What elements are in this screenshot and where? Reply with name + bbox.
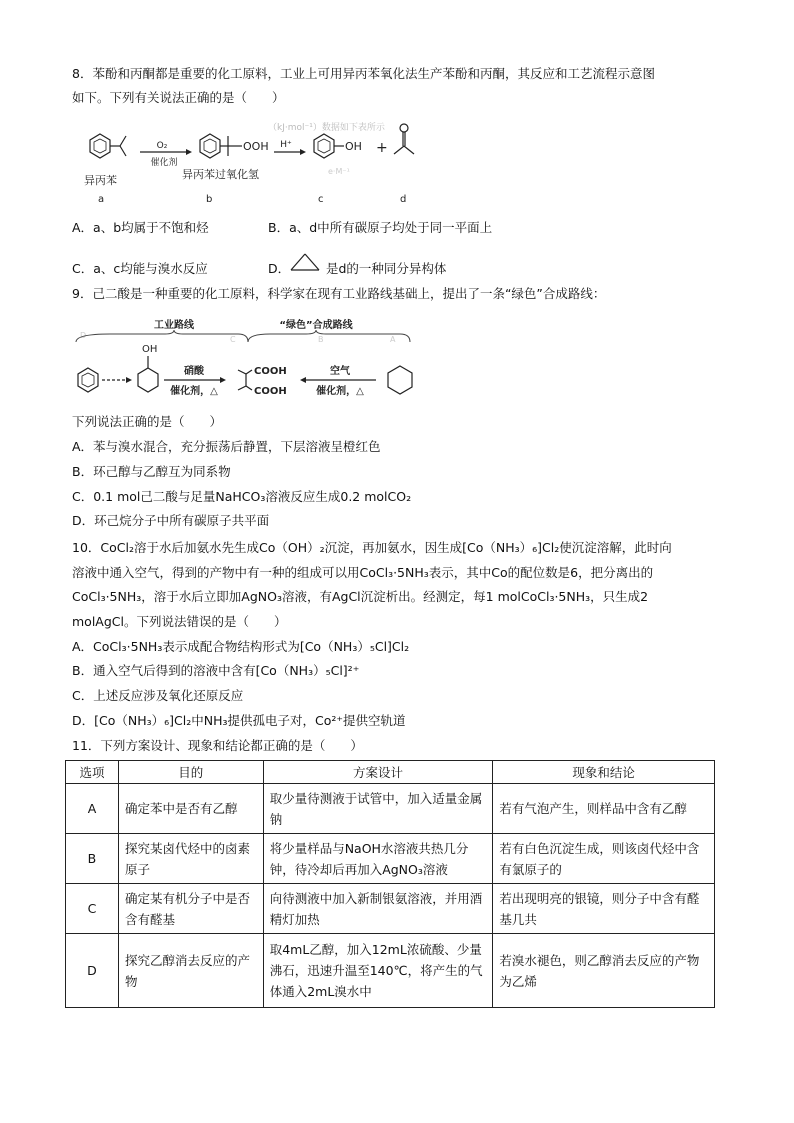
cyclohexane-structure — [388, 366, 412, 394]
q8-option-d-suffix: 是d的一种同分异构体 — [326, 261, 447, 276]
q9-option-b: B．环己醇与乙醇互为同系物 — [72, 464, 231, 479]
green-route-label: “绿色”合成路线 — [279, 320, 353, 331]
table-row — [66, 934, 715, 1008]
row-result: 若出现明亮的银镜，则分子中含有醛基几共 — [493, 884, 715, 934]
row-result: 若有白色沉淀生成，则该卤代烃中含有氯原子的 — [493, 834, 715, 884]
table-row — [66, 884, 715, 934]
ooh-group: OOH — [243, 140, 269, 153]
q9-option-d: D．环己烷分子中所有碳原子共平面 — [72, 513, 270, 528]
row-design: 将少量样品与NaOH水溶液共热几分钟，待冷却后再加入AgNO₃溶液 — [263, 834, 493, 884]
row-option: D — [66, 934, 119, 1008]
q8-option-a: A．a、b均属于不饱和烃 — [72, 220, 209, 235]
cyclohexanol-oh: OH — [142, 344, 158, 355]
svg-text:e·M⁻¹: e·M⁻¹ — [328, 167, 350, 176]
cooh-bottom: COOH — [254, 386, 287, 397]
letter-d: d — [400, 194, 407, 205]
header-purpose: 目的 — [118, 761, 263, 784]
air-reagent: 空气 — [330, 366, 350, 377]
row-option: B — [66, 834, 119, 884]
table-row — [66, 784, 715, 834]
row-purpose: 确定某有机分子中是否含有醛基 — [118, 884, 263, 934]
cumene-structure — [90, 134, 126, 158]
label-cumene-hydroperoxide: 异丙苯过氧化氢 — [182, 168, 259, 181]
table-row — [66, 834, 715, 884]
catalyst-heat-reagent-1: 催化剂，△ — [170, 386, 218, 397]
row-purpose: 确定苯中是否有乙醇 — [118, 784, 263, 834]
row-purpose: 探究乙醇消去反应的产物 — [118, 934, 263, 1008]
q10-option-d: D．[Co（NH₃）₆]Cl₂中NH₃提供孤电子对，Co²⁺提供空轨道 — [72, 713, 406, 728]
svg-text:A: A — [390, 335, 396, 344]
svg-text:（kJ·mol⁻¹）数据如下表所示: （kJ·mol⁻¹）数据如下表所示 — [268, 123, 385, 133]
svg-text:C: C — [230, 335, 236, 344]
row-option: C — [66, 884, 119, 934]
letter-c: c — [318, 194, 324, 205]
h-plus-reagent: H⁺ — [280, 140, 292, 150]
q8-option-c: C．a、c均能与溴水反应 — [72, 261, 208, 276]
q10-option-a: A．CoCl₃·5NH₃表示成配合物结构形式为[Co（NH₃）₅Cl]Cl₂ — [72, 639, 410, 654]
acetone-structure — [394, 124, 414, 154]
q11-stem: 11．下列方案设计、现象和结论都正确的是（ ） — [72, 738, 363, 753]
cooh-top: COOH — [254, 366, 287, 377]
row-design: 取少量待测液于试管中，加入适量金属钠 — [263, 784, 493, 834]
header-option: 选项 — [66, 761, 119, 784]
q10-option-c: C．上述反应涉及氧化还原反应 — [72, 688, 244, 703]
catalyst-heat-reagent-2: 催化剂，△ — [316, 386, 364, 397]
table-header-row — [66, 761, 715, 784]
plus-sign: + — [376, 140, 388, 156]
q8-reaction-scheme — [78, 112, 438, 210]
q9-option-c: C．0.1 mol己二酸与足量NaHCO₃溶液反应生成0.2 molCO₂ — [72, 489, 412, 504]
benzene-structure — [78, 368, 98, 392]
oh-group: OH — [345, 140, 362, 153]
q10-stem-line4: molAgCl。下列说法错误的是（ ） — [72, 614, 287, 629]
row-result: 若溴水褪色，则乙醇消去反应的产物为乙烯 — [493, 934, 715, 1008]
q8-stem-line1: 8．苯酚和丙酮都是重要的化工原料，工业上可用异丙苯氧化法生产苯酚和丙酮，其反应和工艺流程示意图 — [72, 66, 655, 81]
catalyst-reagent-1: 催化剂 — [150, 158, 178, 168]
q9-question: 下列说法正确的是（ ） — [72, 414, 223, 429]
letter-b: b — [206, 194, 213, 205]
header-result: 现象和结论 — [493, 761, 715, 784]
row-purpose: 探究某卤代烃中的卤素原子 — [118, 834, 263, 884]
svg-text:B: B — [318, 335, 324, 344]
svg-text:D: D — [80, 331, 87, 340]
row-design: 取4mL乙醇，加入12mL浓硫酸、少量沸石，迅速升温至140℃，将产生的气体通入2mL溴水中 — [263, 934, 493, 1008]
header-design: 方案设计 — [263, 761, 493, 784]
row-design: 向待测液中加入新制银氨溶液，并用酒精灯加热 — [263, 884, 493, 934]
industrial-route-label: 工业路线 — [154, 320, 194, 331]
q8-option-b: B．a、d中所有碳原子均处于同一平面上 — [268, 220, 493, 235]
o2-reagent: O₂ — [156, 141, 168, 151]
cyclohexanol-structure — [138, 356, 158, 392]
nitric-acid-reagent: 硝酸 — [184, 366, 204, 377]
q11-options-table — [65, 760, 715, 1008]
row-result: 若有气泡产生，则样品中含有乙醇 — [493, 784, 715, 834]
phenol-structure — [314, 134, 344, 158]
label-cumene: 异丙苯 — [84, 174, 117, 187]
row-option: A — [66, 784, 119, 834]
q10-stem-line1: 10．CoCl₂溶于水后加氨水先生成Co（OH）₂沉淀，再加氨水，因生成[Co（NH₃）₆]Cl₂使沉淀溶解，此时向 — [72, 540, 672, 555]
q9-synthesis-scheme — [70, 312, 420, 408]
q8-stem-line2: 如下。下列有关说法正确的是（ ） — [72, 90, 285, 105]
q8-option-d-prefix: D． — [268, 261, 291, 276]
q10-stem-line3: CoCl₃·5NH₃，溶于水后立即加AgNO₃溶液，有AgCl沉淀析出。经测定，每1 molCoCl₃·5NH₃，只生成2 — [72, 589, 649, 604]
adipic-acid-structure — [238, 370, 252, 390]
cumene-hydroperoxide-structure — [200, 134, 242, 158]
epoxide-structure — [287, 248, 323, 274]
q9-stem: 9．己二酸是一种重要的化工原料，科学家在现有工业路线基础上，提出了一条“绿色”合成路线： — [72, 286, 606, 301]
q10-stem-line2: 溶液中通入空气，得到的产物中有一种的组成可以用CoCl₃·5NH₃表示，其中Co的配位数是6，把分离出的 — [72, 565, 654, 580]
letter-a: a — [98, 194, 105, 205]
q10-option-b: B．通入空气后得到的溶液中含有[Co（NH₃）₅Cl]²⁺ — [72, 663, 360, 678]
q9-option-a: A．苯与溴水混合，充分振荡后静置，下层溶液呈橙红色 — [72, 439, 381, 454]
